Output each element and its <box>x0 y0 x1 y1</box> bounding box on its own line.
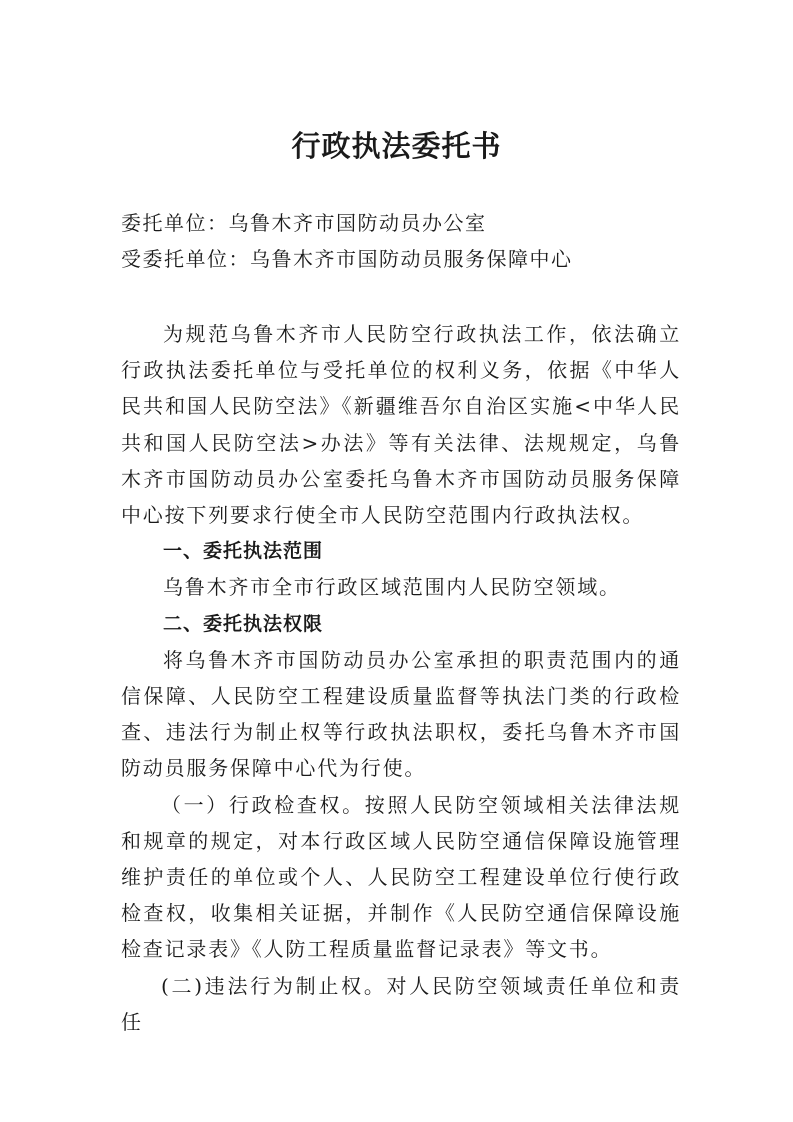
paragraph-scope: 乌鲁木齐市全市行政区域范围内人民防空领域。 <box>163 575 621 600</box>
entrusting-unit: 委托单位：乌鲁木齐市国防动员办公室 <box>121 211 487 235</box>
paragraph-stop-violation-right: (二)违法行为制止权。对人民防空领域责任单位和责任 <box>121 973 681 1034</box>
entrusted-unit: 受委托单位：乌鲁木齐市国防动员服务保障中心 <box>121 247 573 271</box>
document-body <box>121 316 681 1040</box>
document-title: 行政执法委托书 <box>291 129 502 163</box>
heading-authority: 二、委托执法权限 <box>163 612 324 635</box>
paragraph-authority: 将乌鲁木齐市国防动员办公室承担的职责范围内的通信保障、人民防空工程建设质量监督等执法门类的行政检查、违法行为制止权等行政执法职权，委托乌鲁木齐市国防动员服务保障中心代为行使。 <box>121 647 681 781</box>
paragraph-preamble: 为规范乌鲁木齐市人民防空行政执法工作，依法确立行政执法委托单位与受托单位的权利义务，依据《中华人民共和国人民防空法》《新疆维吾尔自治区实施<中华人民共和国人民防空法>办法》等有关法律、法规规定，乌鲁木齐市国防动员办公室委托乌鲁木齐市国防动员服务保障中心按下列要求行使全市人民防空范围内行政执法权。 <box>121 322 681 528</box>
paragraph-inspection-right: （一）行政检查权。按照人民防空领域相关法律法规和规章的规定，对本行政区域人民防空通信保障设施管理维护责任的单位或个人、人民防空工程建设单位行使行政检查权，收集相关证据，并制作《人民防空通信保障设施检查记录表》《人防工程质量监督记录表》等文书。 <box>121 792 681 962</box>
heading-scope: 一、委托执法范围 <box>163 540 324 563</box>
